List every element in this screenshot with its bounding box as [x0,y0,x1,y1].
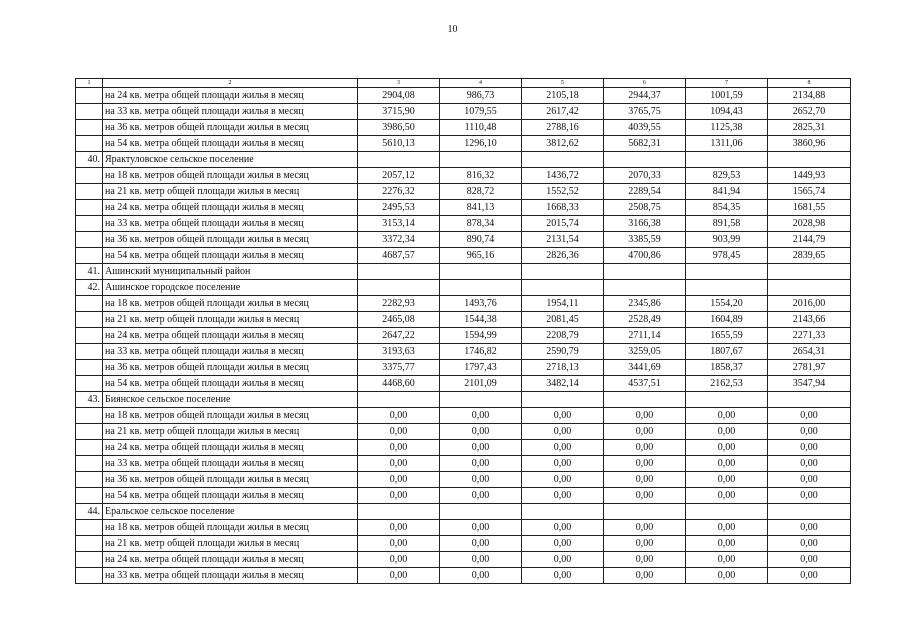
value-cell: 2788,16 [522,120,604,136]
value-cell: 0,00 [768,456,851,472]
value-cell: 2162,53 [686,376,768,392]
value-cell: 0,00 [768,424,851,440]
value-cell: 890,74 [440,232,522,248]
value-cell [440,392,522,408]
value-cell: 1552,52 [522,184,604,200]
row-number: 41. [76,264,103,280]
value-cell: 1449,93 [768,168,851,184]
value-cell: 2944,37 [604,88,686,104]
value-cell [522,504,604,520]
table-row [76,312,851,328]
value-cell [604,264,686,280]
column-number-header [76,79,851,88]
value-cell: 828,72 [440,184,522,200]
table-row [76,168,851,184]
value-cell: 2276,32 [358,184,440,200]
value-cell: 3153,14 [358,216,440,232]
value-cell [686,264,768,280]
value-cell: 3375,77 [358,360,440,376]
value-cell: 1110,48 [440,120,522,136]
section-row [76,264,851,280]
section-title: Биянское сельское поселение [103,392,358,408]
row-number [76,488,103,504]
value-cell: 3482,14 [522,376,604,392]
value-cell: 0,00 [522,440,604,456]
value-cell: 2271,33 [768,328,851,344]
value-cell [768,392,851,408]
value-cell: 0,00 [604,568,686,584]
value-cell: 0,00 [604,456,686,472]
value-cell [522,264,604,280]
row-number [76,408,103,424]
value-cell: 0,00 [522,472,604,488]
row-number: 40. [76,152,103,168]
row-number: 43. [76,392,103,408]
value-cell: 816,32 [440,168,522,184]
column-number: 7 [686,79,768,88]
row-label: на 24 кв. метра общей площади жилья в месяц [103,328,358,344]
value-cell: 3860,96 [768,136,851,152]
table-row [76,424,851,440]
value-cell: 0,00 [358,440,440,456]
row-number [76,472,103,488]
row-number [76,168,103,184]
value-cell: 0,00 [768,408,851,424]
value-cell: 0,00 [768,440,851,456]
value-cell: 2131,54 [522,232,604,248]
value-cell: 2839,65 [768,248,851,264]
value-cell: 878,34 [440,216,522,232]
value-cell: 5610,13 [358,136,440,152]
table-row [76,376,851,392]
table-row [76,488,851,504]
value-cell: 1094,43 [686,104,768,120]
column-number: 3 [358,79,440,88]
value-cell: 0,00 [686,472,768,488]
row-number [76,296,103,312]
value-cell: 2495,53 [358,200,440,216]
value-cell: 1858,37 [686,360,768,376]
column-number: 5 [522,79,604,88]
section-row [76,280,851,296]
value-cell: 0,00 [604,424,686,440]
value-cell [358,392,440,408]
value-cell: 0,00 [604,552,686,568]
value-cell: 1681,55 [768,200,851,216]
value-cell: 2825,31 [768,120,851,136]
row-label: на 54 кв. метра общей площади жилья в месяц [103,376,358,392]
table-row [76,328,851,344]
value-cell: 965,16 [440,248,522,264]
row-number [76,184,103,200]
value-cell: 1668,33 [522,200,604,216]
value-cell [522,280,604,296]
value-cell [358,264,440,280]
row-number [76,552,103,568]
row-label: на 21 кв. метр общей площади жилья в месяц [103,424,358,440]
value-cell: 2345,86 [604,296,686,312]
value-cell: 0,00 [440,568,522,584]
value-cell: 0,00 [604,440,686,456]
value-cell: 0,00 [522,536,604,552]
value-cell: 2528,49 [604,312,686,328]
row-label: на 24 кв. метра общей площади жилья в месяц [103,440,358,456]
value-cell: 0,00 [440,408,522,424]
row-label: на 36 кв. метров общей площади жилья в месяц [103,360,358,376]
value-cell: 4537,51 [604,376,686,392]
value-cell: 2081,45 [522,312,604,328]
row-label: на 54 кв. метра общей площади жилья в месяц [103,488,358,504]
value-cell: 1436,72 [522,168,604,184]
row-number [76,360,103,376]
value-cell: 1594,99 [440,328,522,344]
value-cell: 1797,43 [440,360,522,376]
value-cell: 1954,11 [522,296,604,312]
value-cell: 0,00 [686,552,768,568]
value-cell: 0,00 [522,456,604,472]
value-cell: 2711,14 [604,328,686,344]
value-cell: 841,94 [686,184,768,200]
value-cell [440,280,522,296]
row-number: 42. [76,280,103,296]
table-row [76,344,851,360]
row-number [76,120,103,136]
value-cell: 2654,31 [768,344,851,360]
value-cell: 0,00 [522,568,604,584]
value-cell: 3385,59 [604,232,686,248]
row-label: на 24 кв. метра общей площади жилья в месяц [103,88,358,104]
value-cell [440,504,522,520]
value-cell: 0,00 [686,536,768,552]
value-cell [686,392,768,408]
value-cell: 2144,79 [768,232,851,248]
value-cell [686,280,768,296]
value-cell: 0,00 [604,536,686,552]
value-cell: 2105,18 [522,88,604,104]
value-cell: 1807,67 [686,344,768,360]
column-number: 8 [768,79,851,88]
section-title: Еральское сельское поселение [103,504,358,520]
value-cell [440,152,522,168]
table-row [76,568,851,584]
value-cell: 1544,38 [440,312,522,328]
row-label: на 33 кв. метра общей площади жилья в месяц [103,568,358,584]
row-number [76,440,103,456]
value-cell: 0,00 [522,408,604,424]
column-number: 1 [76,79,103,88]
value-cell: 1125,38 [686,120,768,136]
value-cell: 1001,59 [686,88,768,104]
value-cell: 2289,54 [604,184,686,200]
value-cell: 2904,08 [358,88,440,104]
value-cell: 0,00 [358,536,440,552]
row-number [76,536,103,552]
value-cell: 3372,34 [358,232,440,248]
value-cell: 2590,79 [522,344,604,360]
value-cell: 0,00 [604,488,686,504]
table-row [76,296,851,312]
row-number [76,216,103,232]
value-cell: 2015,74 [522,216,604,232]
value-cell [604,504,686,520]
row-label: на 33 кв. метра общей площади жилья в месяц [103,456,358,472]
value-cell: 2617,42 [522,104,604,120]
row-label: на 36 кв. метров общей площади жилья в месяц [103,232,358,248]
row-label: на 21 кв. метр общей площади жилья в месяц [103,536,358,552]
row-number [76,200,103,216]
value-cell: 2143,66 [768,312,851,328]
table-row [76,536,851,552]
section-row [76,504,851,520]
row-number [76,456,103,472]
value-cell: 2057,12 [358,168,440,184]
value-cell: 0,00 [358,488,440,504]
value-cell: 2282,93 [358,296,440,312]
table-row [76,120,851,136]
value-cell: 0,00 [686,568,768,584]
table-row [76,232,851,248]
value-cell: 0,00 [358,472,440,488]
value-cell: 2652,70 [768,104,851,120]
row-label: на 18 кв. метров общей площади жилья в месяц [103,520,358,536]
row-number [76,424,103,440]
table-row [76,472,851,488]
value-cell: 841,13 [440,200,522,216]
value-cell: 0,00 [358,568,440,584]
value-cell: 0,00 [686,488,768,504]
value-cell: 0,00 [604,520,686,536]
value-cell: 1746,82 [440,344,522,360]
value-cell: 0,00 [768,472,851,488]
table-row [76,360,851,376]
row-label: на 24 кв. метра общей площади жилья в месяц [103,552,358,568]
value-cell: 903,99 [686,232,768,248]
value-cell: 3441,69 [604,360,686,376]
value-cell [358,280,440,296]
value-cell: 3715,90 [358,104,440,120]
row-label: на 21 кв. метр общей площади жилья в месяц [103,312,358,328]
row-number [76,136,103,152]
table-row [76,200,851,216]
value-cell: 978,45 [686,248,768,264]
value-cell [768,504,851,520]
row-number [76,248,103,264]
value-cell: 1565,74 [768,184,851,200]
value-cell: 3765,75 [604,104,686,120]
value-cell [440,264,522,280]
value-cell: 0,00 [686,456,768,472]
value-cell: 0,00 [686,408,768,424]
value-cell [686,152,768,168]
row-number [76,312,103,328]
row-number [76,344,103,360]
value-cell: 0,00 [358,408,440,424]
value-cell [522,392,604,408]
table-row [76,552,851,568]
value-cell [358,504,440,520]
row-label: на 18 кв. метров общей площади жилья в месяц [103,408,358,424]
section-row [76,392,851,408]
value-cell: 0,00 [440,456,522,472]
row-label: на 21 кв. метр общей площади жилья в месяц [103,184,358,200]
value-cell: 2508,75 [604,200,686,216]
row-number [76,328,103,344]
table-row [76,88,851,104]
row-label: на 18 кв. метров общей площади жилья в месяц [103,296,358,312]
value-cell: 3166,38 [604,216,686,232]
value-cell [358,152,440,168]
value-cell: 0,00 [440,472,522,488]
value-cell: 1604,89 [686,312,768,328]
value-cell: 2101,09 [440,376,522,392]
row-number [76,232,103,248]
value-cell: 2208,79 [522,328,604,344]
value-cell [686,504,768,520]
row-number [76,520,103,536]
value-cell: 1079,55 [440,104,522,120]
value-cell [604,392,686,408]
value-cell: 0,00 [358,552,440,568]
value-cell [768,280,851,296]
row-label: на 36 кв. метров общей площади жилья в месяц [103,472,358,488]
row-number [76,88,103,104]
value-cell: 3193,63 [358,344,440,360]
page-number: 10 [447,24,458,35]
value-cell: 2465,08 [358,312,440,328]
table-row [76,136,851,152]
row-label: на 54 кв. метра общей площади жилья в месяц [103,136,358,152]
value-cell: 0,00 [522,520,604,536]
value-cell: 4468,60 [358,376,440,392]
value-cell: 0,00 [604,472,686,488]
row-label: на 36 кв. метров общей площади жилья в месяц [103,120,358,136]
column-number: 4 [440,79,522,88]
value-cell: 2781,97 [768,360,851,376]
value-cell: 3812,62 [522,136,604,152]
value-cell [768,152,851,168]
value-cell: 829,53 [686,168,768,184]
row-number [76,104,103,120]
value-cell [604,280,686,296]
row-label: на 24 кв. метра общей площади жилья в месяц [103,200,358,216]
value-cell: 1296,10 [440,136,522,152]
section-row [76,152,851,168]
row-label: на 18 кв. метров общей площади жилья в месяц [103,168,358,184]
value-cell: 986,73 [440,88,522,104]
table-row [76,248,851,264]
value-cell: 0,00 [522,552,604,568]
value-cell: 5682,31 [604,136,686,152]
value-cell [768,264,851,280]
row-label: на 33 кв. метра общей площади жилья в месяц [103,344,358,360]
value-cell: 4700,86 [604,248,686,264]
tariff-table [75,78,851,584]
table-row [76,216,851,232]
value-cell: 0,00 [440,536,522,552]
value-cell [604,152,686,168]
column-number: 2 [103,79,358,88]
value-cell: 2134,88 [768,88,851,104]
table-row [76,520,851,536]
value-cell: 2718,13 [522,360,604,376]
value-cell: 891,58 [686,216,768,232]
row-number: 44. [76,504,103,520]
value-cell: 1311,06 [686,136,768,152]
table-row [76,104,851,120]
row-label: на 54 кв. метра общей площади жилья в месяц [103,248,358,264]
value-cell: 0,00 [522,424,604,440]
value-cell: 2826,36 [522,248,604,264]
section-title: Ашинское городское поселение [103,280,358,296]
value-cell: 0,00 [768,488,851,504]
value-cell: 4687,57 [358,248,440,264]
value-cell: 0,00 [440,440,522,456]
value-cell: 0,00 [686,520,768,536]
row-label: на 33 кв. метра общей площади жилья в месяц [103,216,358,232]
table-body [76,88,851,584]
value-cell: 0,00 [440,552,522,568]
value-cell: 3986,50 [358,120,440,136]
value-cell: 0,00 [522,488,604,504]
value-cell: 4039,55 [604,120,686,136]
value-cell: 2070,33 [604,168,686,184]
value-cell: 2016,00 [768,296,851,312]
row-number [76,568,103,584]
column-number: 6 [604,79,686,88]
table-row [76,184,851,200]
value-cell: 2647,22 [358,328,440,344]
value-cell: 0,00 [686,424,768,440]
value-cell: 0,00 [768,568,851,584]
value-cell: 0,00 [768,552,851,568]
value-cell: 1655,59 [686,328,768,344]
value-cell: 0,00 [358,456,440,472]
value-cell: 0,00 [686,440,768,456]
value-cell: 0,00 [358,520,440,536]
section-title: Ашинский муниципальный район [103,264,358,280]
value-cell: 0,00 [768,536,851,552]
value-cell: 0,00 [604,408,686,424]
table-row [76,408,851,424]
value-cell: 0,00 [440,520,522,536]
value-cell: 0,00 [768,520,851,536]
table-row [76,440,851,456]
value-cell: 3547,94 [768,376,851,392]
row-label: на 33 кв. метра общей площади жилья в месяц [103,104,358,120]
value-cell: 1493,76 [440,296,522,312]
value-cell: 854,35 [686,200,768,216]
value-cell: 1554,20 [686,296,768,312]
value-cell: 0,00 [358,424,440,440]
row-number [76,376,103,392]
value-cell: 2028,98 [768,216,851,232]
value-cell: 0,00 [440,424,522,440]
value-cell: 0,00 [440,488,522,504]
section-title: Ярактуловское сельское поселение [103,152,358,168]
value-cell [522,152,604,168]
table-row [76,456,851,472]
value-cell: 3259,05 [604,344,686,360]
